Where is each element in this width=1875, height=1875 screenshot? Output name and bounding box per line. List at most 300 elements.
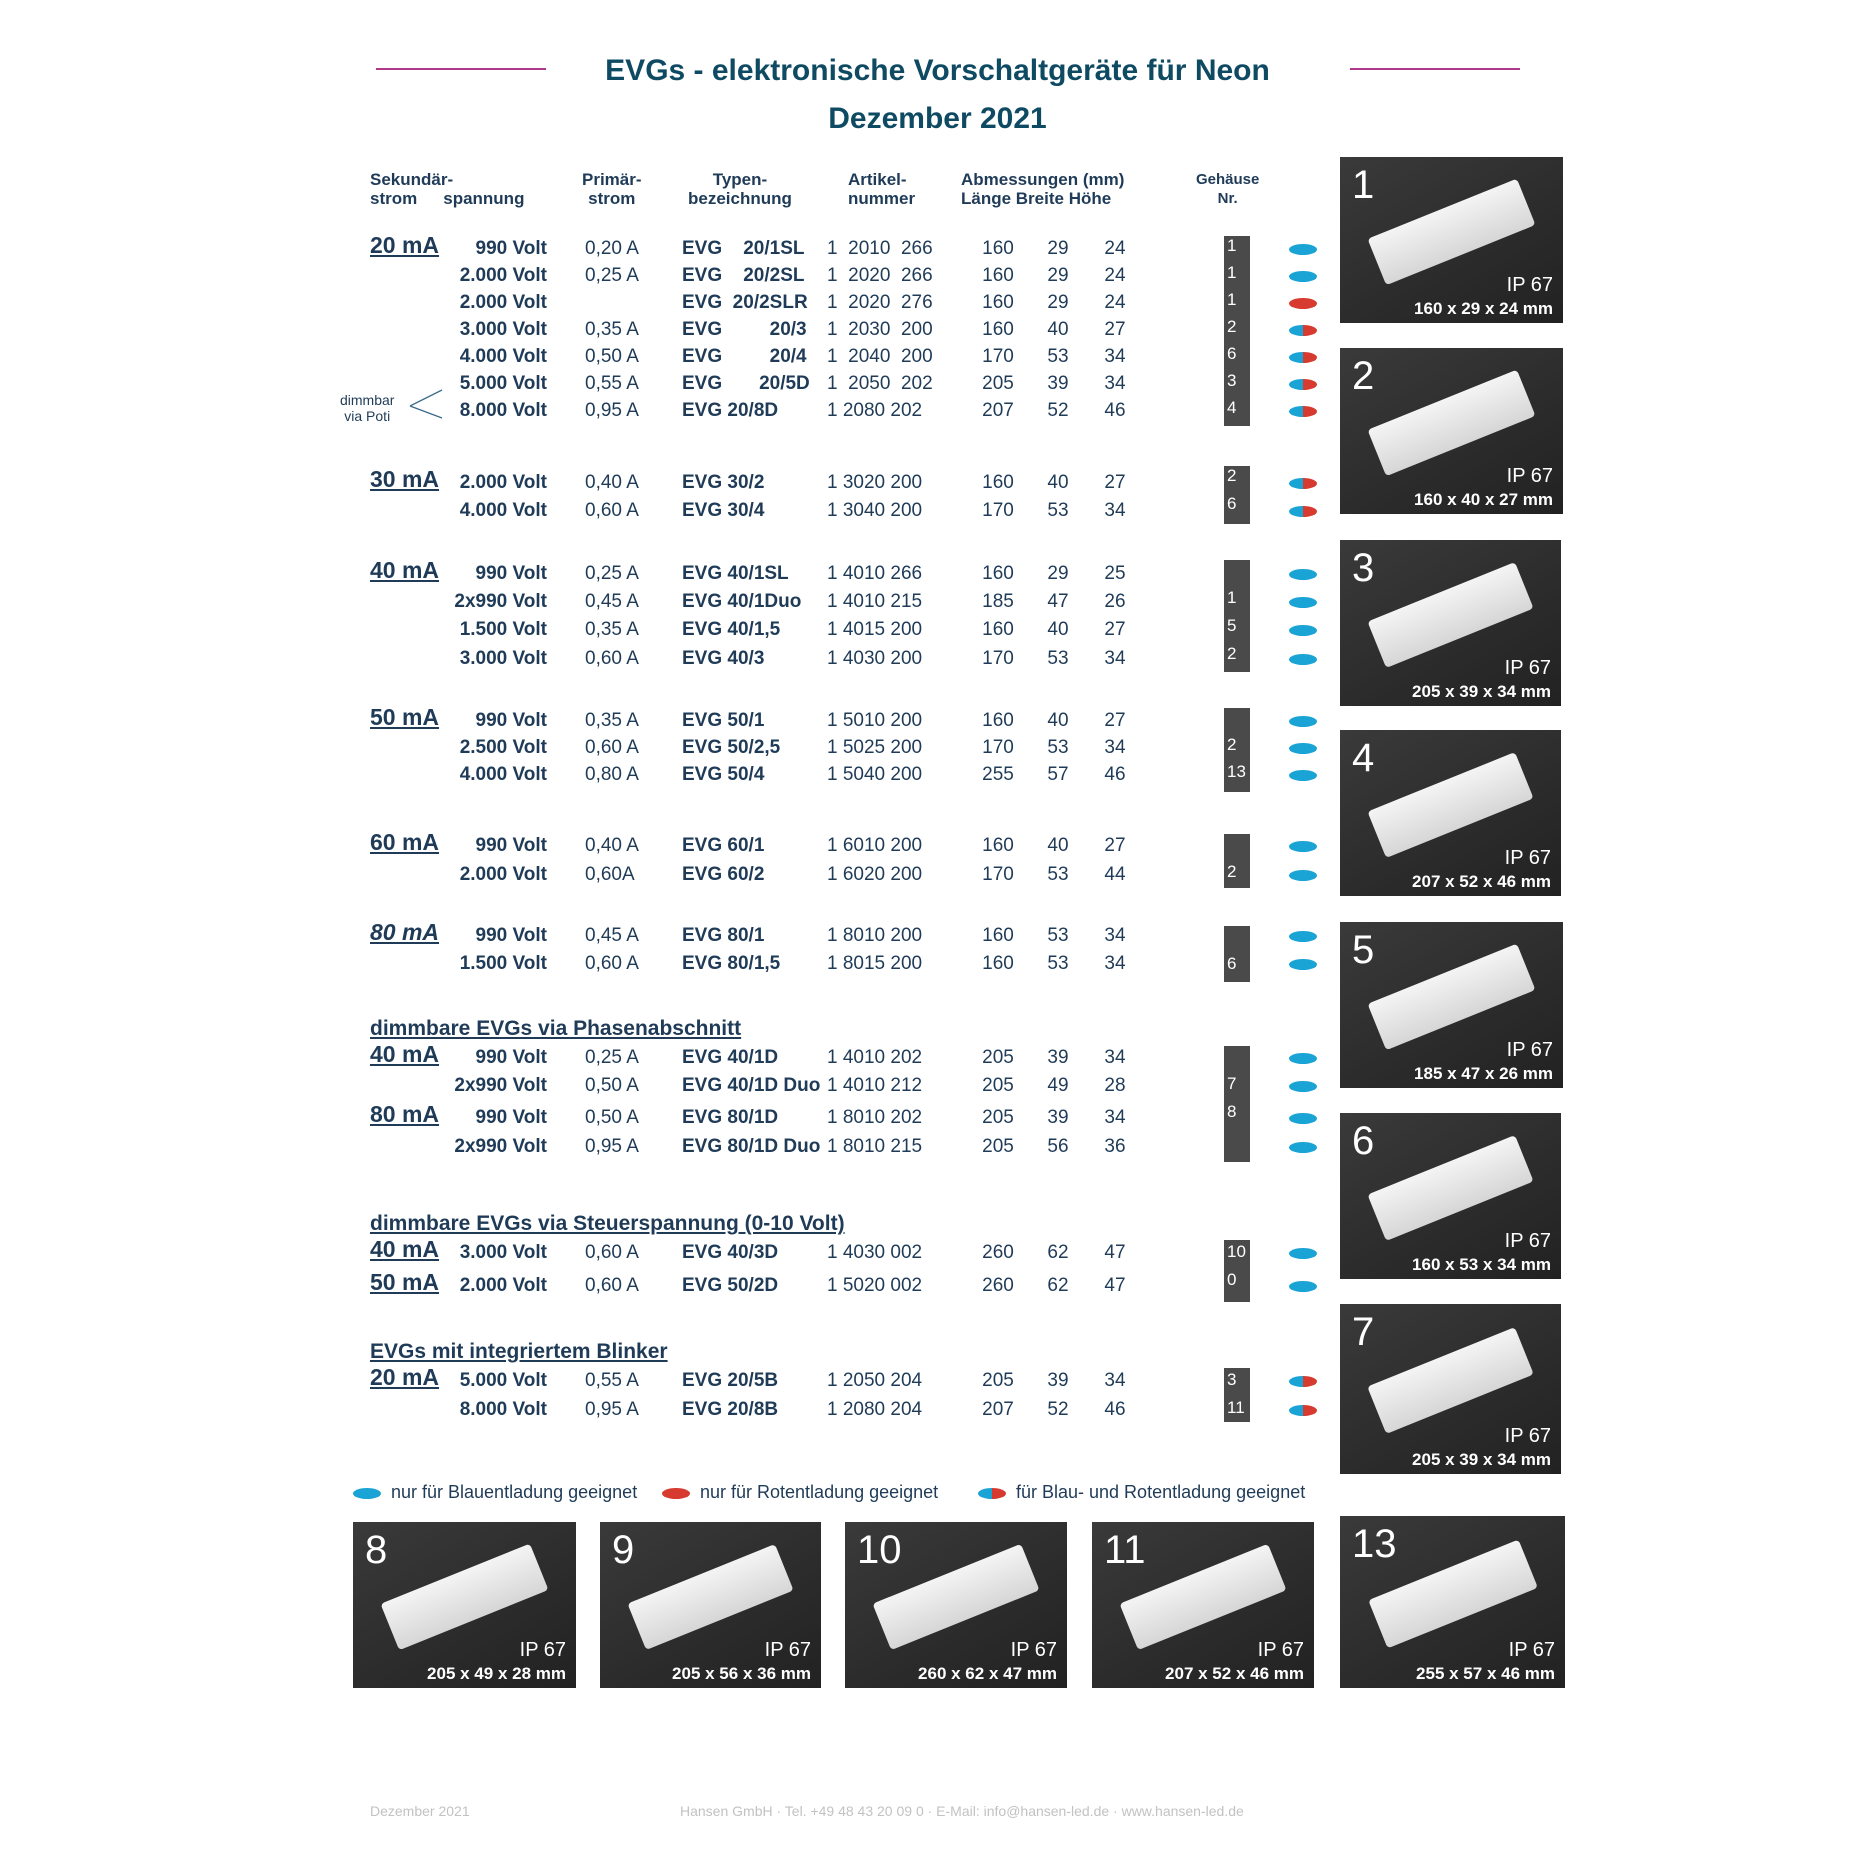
length: 255 [982, 764, 1014, 785]
table-row [0, 292, 1340, 316]
blue-red-dot-icon [1289, 506, 1317, 517]
width: 29 [1047, 238, 1069, 259]
type-designation: EVG 50/2D [682, 1275, 779, 1296]
header-type: Typen- bezeichnung [688, 170, 792, 208]
secondary-current: 20 mA [370, 232, 440, 258]
housing-number: 5 [1227, 616, 1237, 635]
width: 40 [1047, 835, 1069, 856]
type-designation: EVG 20/3 [682, 319, 807, 340]
table-row [0, 737, 1340, 761]
ballast-device-image [1368, 370, 1536, 476]
secondary-voltage: 990 Volt [475, 1107, 547, 1128]
width: 53 [1047, 346, 1069, 367]
housing-number: 3 [1227, 1370, 1237, 1389]
length: 260 [982, 1275, 1014, 1296]
width: 53 [1047, 925, 1069, 946]
blue-red-dot-icon [1289, 352, 1317, 363]
ip-rating: IP 67 [1508, 1639, 1555, 1661]
width: 52 [1047, 400, 1069, 421]
secondary-voltage: 2.000 Volt [459, 265, 547, 286]
table-row [0, 500, 1340, 524]
housing-box [1224, 926, 1250, 982]
table-row [0, 1041, 1340, 1071]
secondary-voltage: 2x990 Volt [454, 1075, 547, 1096]
type-designation: EVG 50/4 [682, 764, 765, 785]
width: 29 [1047, 292, 1069, 313]
header-article: Artikel- nummer [848, 170, 916, 208]
height: 27 [1104, 835, 1126, 856]
photo-number: 4 [1352, 736, 1375, 780]
article-number: 1 5020 002 [827, 1275, 923, 1296]
secondary-current: 30 mA [370, 466, 440, 492]
secondary-voltage: 2x990 Volt [454, 1136, 547, 1157]
table-row [0, 1236, 1340, 1266]
type-designation: EVG 40/1D [682, 1047, 779, 1068]
width: 57 [1047, 764, 1069, 785]
primary-current: 0,50 A [585, 1075, 639, 1096]
type-designation: EVG 30/4 [682, 500, 765, 521]
article-number: 1 2040 200 [827, 346, 933, 367]
primary-current: 0,25 A [585, 265, 639, 286]
primary-current: 0,20 A [585, 238, 639, 259]
width: 62 [1047, 1275, 1069, 1296]
article-number: 1 3020 200 [827, 472, 923, 493]
housing-box [1224, 236, 1250, 426]
photo-number: 8 [365, 1528, 388, 1572]
height: 28 [1104, 1075, 1126, 1096]
blue-dot-icon [1289, 597, 1317, 608]
primary-current: 0,50 A [585, 346, 639, 367]
length: 170 [982, 648, 1014, 669]
height: 34 [1104, 1107, 1126, 1128]
type-designation: EVG 80/1,5 [682, 953, 781, 974]
blue-red-dot-icon [978, 1488, 1006, 1499]
ballast-device-image [1367, 562, 1533, 668]
width: 39 [1047, 1107, 1069, 1128]
ip-rating: IP 67 [1504, 847, 1551, 869]
length: 170 [982, 346, 1014, 367]
length: 260 [982, 1242, 1014, 1263]
table-row [0, 1101, 1340, 1131]
secondary-voltage: 5.000 Volt [459, 373, 547, 394]
height: 25 [1104, 563, 1126, 584]
photo-number: 11 [1104, 1528, 1146, 1572]
housing-number: 6 [1227, 954, 1237, 973]
housing-number: 11 [1227, 1398, 1245, 1417]
photo-number: 1 [1352, 163, 1375, 207]
article-number: 1 4010 266 [827, 563, 923, 584]
table-row [0, 319, 1340, 343]
width: 56 [1047, 1136, 1069, 1157]
article-number: 1 5025 200 [827, 737, 923, 758]
blue-red-dot-icon [1289, 379, 1317, 390]
length: 205 [982, 1075, 1014, 1096]
secondary-voltage: 1.500 Volt [459, 619, 547, 640]
article-number: 1 6020 200 [827, 864, 923, 885]
product-photo [600, 1522, 821, 1688]
width: 40 [1047, 619, 1069, 640]
height: 34 [1104, 1370, 1126, 1391]
type-designation: EVG 40/1,5 [682, 619, 781, 640]
photo-dimensions: 207 x 52 x 46 mm [1412, 872, 1551, 891]
article-number: 1 2020 266 [827, 265, 933, 286]
primary-current: 0,35 A [585, 619, 639, 640]
housing-number: 2 [1227, 317, 1237, 336]
housing-box [1224, 1368, 1250, 1422]
ip-rating: IP 67 [1506, 465, 1553, 487]
primary-current: 0,35 A [585, 710, 639, 731]
red-dot-icon [662, 1488, 690, 1499]
length: 160 [982, 925, 1014, 946]
ip-rating: IP 67 [519, 1639, 566, 1661]
blue-dot-icon [1289, 1081, 1317, 1092]
housing-number: 3 [1227, 371, 1237, 390]
article-number: 1 6010 200 [827, 835, 923, 856]
width: 53 [1047, 737, 1069, 758]
legend-red: nur für Rotentladung geeignet [662, 1482, 938, 1503]
article-number: 1 8010 215 [827, 1136, 923, 1157]
type-designation: EVG 50/2,5 [682, 737, 781, 758]
height: 47 [1104, 1275, 1126, 1296]
length: 160 [982, 292, 1014, 313]
product-photo [1340, 922, 1563, 1088]
length: 160 [982, 265, 1014, 286]
product-photo [1340, 348, 1563, 514]
primary-current: 0,35 A [585, 319, 639, 340]
secondary-voltage: 1.500 Volt [459, 953, 547, 974]
secondary-voltage: 990 Volt [475, 1047, 547, 1068]
housing-number: 2 [1227, 862, 1237, 881]
blue-dot-icon [1289, 1248, 1317, 1259]
height: 46 [1104, 400, 1126, 421]
blue-dot-icon [1289, 271, 1317, 282]
primary-current: 0,25 A [585, 1047, 639, 1068]
type-designation: EVG 20/1SL [682, 238, 805, 259]
length: 207 [982, 1399, 1014, 1420]
ip-rating: IP 67 [1506, 274, 1553, 296]
header-primary: Primär- strom [582, 170, 642, 208]
housing-box [1224, 560, 1250, 672]
ip-rating: IP 67 [1504, 1425, 1551, 1447]
housing-number: 6 [1227, 344, 1237, 363]
product-photo [1340, 1113, 1561, 1279]
housing-box [1224, 1240, 1250, 1302]
photo-dimensions: 207 x 52 x 46 mm [1165, 1664, 1304, 1683]
length: 170 [982, 737, 1014, 758]
type-designation: EVG 50/1 [682, 710, 765, 731]
primary-current: 0,40 A [585, 835, 639, 856]
section-steuer: dimmbare EVGs via Steuerspannung (0-10 Volt) [370, 1212, 845, 1235]
height: 27 [1104, 319, 1126, 340]
photo-number: 7 [1352, 1310, 1375, 1354]
width: 40 [1047, 710, 1069, 731]
type-designation: EVG 40/1SL [682, 563, 789, 584]
primary-current: 0,40 A [585, 472, 639, 493]
secondary-voltage: 2.000 Volt [459, 472, 547, 493]
height: 46 [1104, 764, 1126, 785]
product-photo [845, 1522, 1067, 1688]
ip-rating: IP 67 [1010, 1639, 1057, 1661]
length: 205 [982, 373, 1014, 394]
length: 205 [982, 1107, 1014, 1128]
photo-number: 6 [1352, 1119, 1375, 1163]
photo-dimensions: 205 x 39 x 34 mm [1412, 682, 1551, 701]
height: 27 [1104, 619, 1126, 640]
secondary-voltage: 990 Volt [475, 835, 547, 856]
housing-number: 0 [1227, 1270, 1237, 1289]
length: 160 [982, 953, 1014, 974]
article-number: 1 4010 212 [827, 1075, 923, 1096]
article-number: 1 5010 200 [827, 710, 923, 731]
height: 24 [1104, 292, 1126, 313]
primary-current: 0,95 A [585, 1399, 639, 1420]
width: 53 [1047, 500, 1069, 521]
housing-box [1224, 1046, 1250, 1162]
height: 47 [1104, 1242, 1126, 1263]
primary-current: 0,25 A [585, 563, 639, 584]
housing-box [1224, 834, 1250, 888]
width: 40 [1047, 319, 1069, 340]
table-row [0, 829, 1340, 859]
blue-dot-icon [1289, 654, 1317, 665]
housing-number: 7 [1227, 1074, 1237, 1093]
height: 34 [1104, 953, 1126, 974]
height: 24 [1104, 238, 1126, 259]
table-row [0, 1269, 1340, 1299]
width: 52 [1047, 1399, 1069, 1420]
height: 26 [1104, 591, 1126, 612]
article-number: 1 4030 200 [827, 648, 923, 669]
header-dimensions: Abmessungen (mm) Länge Breite Höhe [961, 170, 1125, 208]
secondary-voltage: 990 Volt [475, 238, 547, 259]
article-number: 1 8010 200 [827, 925, 923, 946]
secondary-voltage: 3.000 Volt [459, 648, 547, 669]
article-number: 1 4030 002 [827, 1242, 923, 1263]
length: 160 [982, 472, 1014, 493]
height: 44 [1104, 864, 1126, 885]
blue-dot-icon [1289, 244, 1317, 255]
height: 34 [1104, 500, 1126, 521]
type-designation: EVG 40/3D [682, 1242, 779, 1263]
width: 29 [1047, 265, 1069, 286]
primary-current: 0,95 A [585, 400, 639, 421]
ballast-device-image [627, 1544, 793, 1650]
housing-box [1224, 708, 1250, 792]
length: 185 [982, 591, 1014, 612]
table-row [0, 557, 1340, 587]
table-row [0, 373, 1340, 397]
product-photo [1340, 540, 1561, 706]
secondary-current: 20 mA [370, 1364, 440, 1390]
primary-current: 0,60 A [585, 737, 639, 758]
type-designation: EVG 20/8B [682, 1399, 779, 1420]
primary-current: 0,60 A [585, 648, 639, 669]
height: 34 [1104, 373, 1126, 394]
secondary-voltage: 2.500 Volt [459, 737, 547, 758]
secondary-current: 80 mA [370, 919, 440, 945]
width: 47 [1047, 591, 1069, 612]
height: 34 [1104, 925, 1126, 946]
table-row [0, 346, 1340, 370]
secondary-voltage: 990 Volt [475, 710, 547, 731]
length: 160 [982, 238, 1014, 259]
housing-number: 1 [1227, 588, 1237, 607]
primary-current: 0,50 A [585, 1107, 639, 1128]
blue-red-dot-icon [1289, 406, 1317, 417]
footer-date: Dezember 2021 [370, 1803, 470, 1819]
secondary-voltage: 5.000 Volt [459, 1370, 547, 1391]
type-designation: EVG 20/2SLR [682, 292, 808, 313]
table-row [0, 953, 1340, 977]
primary-current: 0,60 A [585, 1242, 639, 1263]
secondary-voltage: 2x990 Volt [454, 591, 547, 612]
housing-number: 10 [1227, 1242, 1246, 1261]
housing-number: 2 [1227, 644, 1237, 663]
type-designation: EVG 80/1D [682, 1107, 779, 1128]
product-photo [353, 1522, 576, 1688]
secondary-voltage: 2.000 Volt [459, 864, 547, 885]
blue-dot-icon [1289, 1281, 1317, 1292]
footer-company: Hansen GmbH · Tel. +49 48 43 20 09 0 · E-Mail: info@hansen-led.de · www.hansen-led.de [680, 1803, 1244, 1819]
article-number: 1 4010 215 [827, 591, 923, 612]
secondary-voltage: 4.000 Volt [459, 764, 547, 785]
housing-number: 1 [1227, 263, 1237, 282]
secondary-current: 50 mA [370, 704, 440, 730]
photo-dimensions: 160 x 53 x 34 mm [1412, 1255, 1551, 1274]
primary-current: 0,60 A [585, 1275, 639, 1296]
ballast-device-image [1367, 1327, 1534, 1434]
article-number: 1 2050 202 [827, 373, 933, 394]
table-row [0, 400, 1340, 424]
secondary-voltage: 8.000 Volt [459, 400, 547, 421]
housing-number: 1 [1227, 236, 1237, 255]
housing-number: 2 [1227, 735, 1237, 754]
photo-number: 13 [1352, 1522, 1397, 1566]
length: 170 [982, 864, 1014, 885]
table-row [0, 704, 1340, 734]
secondary-current: 40 mA [370, 1041, 440, 1067]
type-designation: EVG 30/2 [682, 472, 765, 493]
type-designation: EVG 40/1D Duo [682, 1075, 821, 1096]
secondary-voltage: 3.000 Volt [459, 319, 547, 340]
ip-rating: IP 67 [764, 1639, 811, 1661]
primary-current: 0,80 A [585, 764, 639, 785]
blue-dot-icon [1289, 870, 1317, 881]
type-designation: EVG 60/2 [682, 864, 765, 885]
photo-dimensions: 205 x 49 x 28 mm [427, 1664, 566, 1683]
photo-number: 9 [612, 1528, 635, 1572]
length: 170 [982, 500, 1014, 521]
photo-number: 3 [1352, 546, 1375, 590]
secondary-current: 40 mA [370, 1236, 440, 1262]
type-designation: EVG 40/3 [682, 648, 765, 669]
type-designation: EVG 80/1 [682, 925, 765, 946]
ip-rating: IP 67 [1506, 1039, 1553, 1061]
secondary-voltage: 8.000 Volt [459, 1399, 547, 1420]
secondary-voltage: 990 Volt [475, 925, 547, 946]
width: 53 [1047, 864, 1069, 885]
ballast-device-image [1368, 944, 1536, 1050]
length: 205 [982, 1047, 1014, 1068]
ip-rating: IP 67 [1504, 657, 1551, 679]
article-number: 1 3040 200 [827, 500, 923, 521]
blue-red-dot-icon [1289, 1376, 1317, 1387]
secondary-current: 50 mA [370, 1269, 440, 1295]
page-subtitle: Dezember 2021 [828, 102, 1047, 135]
height: 34 [1104, 648, 1126, 669]
blue-dot-icon [1289, 1142, 1317, 1153]
ballast-device-image [1367, 1135, 1533, 1241]
blue-red-dot-icon [1289, 478, 1317, 489]
type-designation: EVG 20/5D [682, 373, 810, 394]
article-number: 1 8015 200 [827, 953, 923, 974]
length: 160 [982, 619, 1014, 640]
width: 53 [1047, 953, 1069, 974]
article-number: 1 2010 266 [827, 238, 933, 259]
type-designation: EVG 40/1Duo [682, 591, 802, 612]
height: 34 [1104, 346, 1126, 367]
height: 36 [1104, 1136, 1126, 1157]
length: 160 [982, 835, 1014, 856]
width: 29 [1047, 563, 1069, 584]
product-photo [1340, 730, 1561, 896]
primary-current: 0,55 A [585, 373, 639, 394]
blue-red-dot-icon [1289, 1405, 1317, 1416]
height: 24 [1104, 265, 1126, 286]
section-blinker: EVGs mit integriertem Blinker [370, 1340, 668, 1363]
ballast-device-image [381, 1544, 549, 1650]
width: 53 [1047, 648, 1069, 669]
primary-current: 0,45 A [585, 591, 639, 612]
secondary-voltage: 2.000 Volt [459, 1275, 547, 1296]
article-number: 1 4010 202 [827, 1047, 923, 1068]
housing-number: 4 [1227, 398, 1237, 417]
width: 39 [1047, 1047, 1069, 1068]
housing-number: 13 [1227, 762, 1246, 781]
blue-dot-icon [353, 1488, 381, 1499]
photo-dimensions: 260 x 62 x 47 mm [918, 1664, 1057, 1683]
photo-dimensions: 160 x 29 x 24 mm [1414, 299, 1553, 318]
blue-dot-icon [1289, 625, 1317, 636]
blue-dot-icon [1289, 716, 1317, 727]
type-designation: EVG 80/1D Duo [682, 1136, 821, 1157]
secondary-voltage: 2.000 Volt [459, 292, 547, 313]
blue-dot-icon [1289, 1053, 1317, 1064]
photo-dimensions: 205 x 39 x 34 mm [1412, 1450, 1551, 1469]
blue-dot-icon [1289, 770, 1317, 781]
ip-rating: IP 67 [1504, 1230, 1551, 1252]
ballast-device-image [1368, 179, 1536, 285]
article-number: 1 8010 202 [827, 1107, 923, 1128]
housing-number: 1 [1227, 290, 1237, 309]
article-number: 1 5040 200 [827, 764, 923, 785]
legend-blue: nur für Blauentladung geeignet [353, 1482, 637, 1503]
article-number: 1 2030 200 [827, 319, 933, 340]
product-photo [1340, 1304, 1561, 1474]
table-row [0, 864, 1340, 888]
article-number: 1 2020 276 [827, 292, 933, 313]
primary-current: 0,60A [585, 864, 635, 885]
height: 27 [1104, 472, 1126, 493]
product-photo [1092, 1522, 1314, 1688]
table-row [0, 619, 1340, 643]
height: 46 [1104, 1399, 1126, 1420]
table-row [0, 1399, 1340, 1423]
primary-current: 0,95 A [585, 1136, 639, 1157]
ip-rating: IP 67 [1257, 1639, 1304, 1661]
photo-number: 5 [1352, 928, 1375, 972]
ballast-device-image [1367, 752, 1533, 858]
